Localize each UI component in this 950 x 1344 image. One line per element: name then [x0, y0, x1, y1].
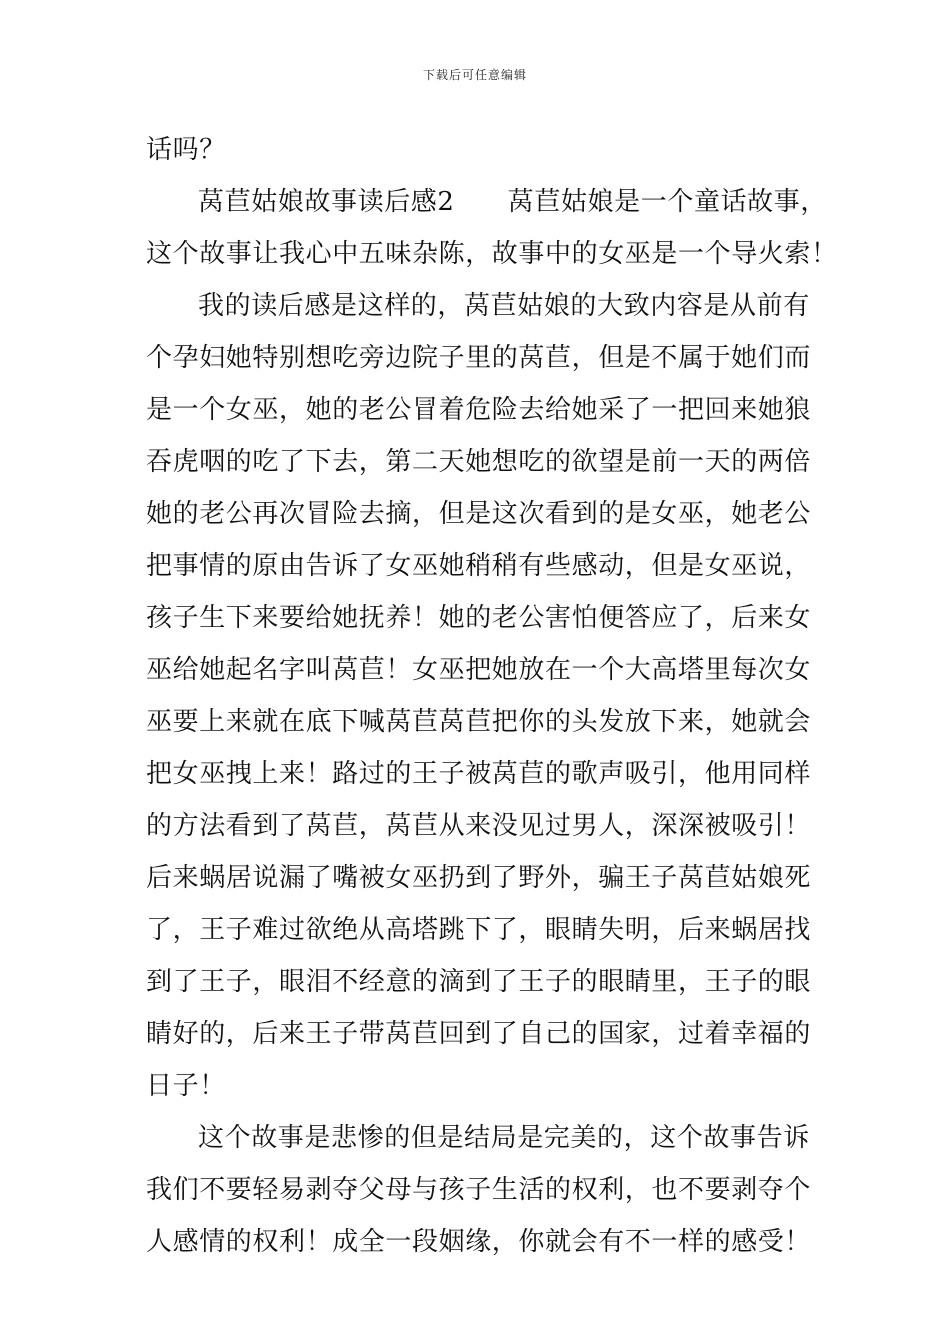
text-line: 这个故事让我心中五味杂陈，故事中的女巫是一个导火索！ — [146, 239, 838, 269]
text-line: 人感情的权利！成全一段姻缘，你就会有不一样的感受！ — [146, 1227, 812, 1257]
document-body — [146, 124, 838, 1268]
text-line: 巫给她起名字叫莴苣！女巫把她放在一个大高塔里每次女 — [146, 655, 812, 685]
text-line: 莴苣姑娘故事读后感2 莴苣姑娘是一个童话故事， — [198, 187, 827, 217]
text-line: 的方法看到了莴苣，莴苣从来没见过男人，深深被吸引！ — [146, 811, 812, 841]
text-line: 了，王子难过欲绝从高塔跳下了，眼睛失明，后来蜗居找 — [146, 915, 812, 945]
text-line: 这个故事是悲惨的但是结局是完美的，这个故事告诉 — [198, 1123, 810, 1153]
text-line: 个孕妇她特别想吃旁边院子里的莴苣，但是不属于她们而 — [146, 343, 812, 373]
text-line: 把女巫拽上来！路过的王子被莴苣的歌声吸引，他用同样 — [146, 759, 812, 789]
text-line: 睛好的，后来王子带莴苣回到了自己的国家，过着幸福的 — [146, 1019, 812, 1049]
text-line: 话吗？ — [146, 135, 226, 165]
text-line: 把事情的原由告诉了女巫她稍稍有些感动，但是女巫说， — [146, 551, 812, 581]
text-line: 我的读后感是这样的，莴苣姑娘的大致内容是从前有 — [198, 291, 810, 321]
text-line: 孩子生下来要给她抚养！她的老公害怕便答应了，后来女 — [146, 603, 812, 633]
text-line: 后来蜗居说漏了嘴被女巫扔到了野外，骗王子莴苣姑娘死 — [146, 863, 812, 893]
page-header: 下载后可任意编辑 — [422, 68, 527, 82]
text-line: 吞虎咽的吃了下去，第二天她想吃的欲望是前一天的两倍 — [146, 447, 812, 477]
text-line: 她的老公再次冒险去摘，但是这次看到的是女巫，她老公 — [146, 499, 812, 529]
text-line: 是一个女巫，她的老公冒着危险去给她采了一把回来她狼 — [146, 395, 812, 425]
text-line: 到了王子，眼泪不经意的滴到了王子的眼睛里，王子的眼 — [146, 967, 812, 997]
text-line: 日子！ — [146, 1071, 226, 1101]
text-line: 巫要上来就在底下喊莴苣莴苣把你的头发放下来，她就会 — [146, 707, 812, 737]
text-line: 我们不要轻易剥夺父母与孩子生活的权利，也不要剥夺个 — [146, 1175, 812, 1205]
